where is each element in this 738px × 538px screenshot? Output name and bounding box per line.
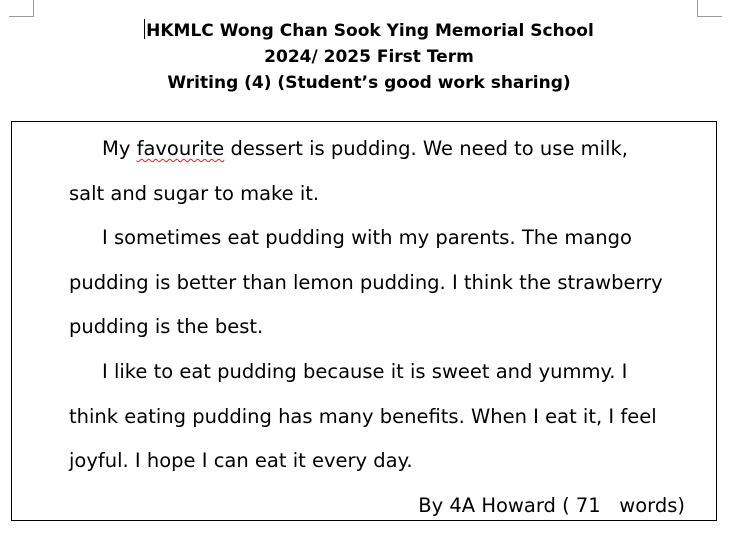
page-corner-mark-left [9, 0, 34, 17]
assignment-title[interactable]: Writing (4) (Student’s good work sharing) [167, 73, 571, 93]
essay-text: My [102, 137, 137, 160]
spellcheck-flagged-word[interactable]: favourite [136, 137, 225, 160]
page-corner-mark-right [697, 0, 722, 17]
essay-line[interactable]: I like to eat pudding because it is sweet and yummy. I [102, 359, 628, 383]
essay-line[interactable]: pudding is the best. [69, 315, 264, 339]
essay-line[interactable]: salt and sugar to make it. [69, 181, 320, 205]
essay-text: dessert is pudding. We need to use milk, [224, 137, 628, 160]
essay-paragraph-2 [69, 216, 699, 350]
document-header [0, 18, 738, 96]
essay-line[interactable]: think eating pudding has many benefits. When I eat it, I feel [69, 404, 657, 428]
essay-paragraph-3 [69, 350, 699, 484]
essay-line[interactable] [69, 127, 699, 172]
essay-line[interactable]: pudding is better than lemon pudding. I think the strawberry [69, 270, 663, 294]
essay-paragraph-1 [69, 127, 699, 216]
text-cursor [144, 19, 145, 39]
essay-text-box[interactable] [11, 121, 717, 521]
author-signature[interactable]: By 4A Howard ( 71 words) [418, 493, 685, 517]
essay-line[interactable]: joyful. I hope I can eat it every day. [69, 449, 413, 473]
term-line[interactable]: 2024/ 2025 First Term [264, 47, 474, 67]
school-name-line[interactable] [0, 18, 738, 44]
school-name: HKMLC Wong Chan Sook Ying Memorial School [146, 21, 594, 41]
essay-body [69, 127, 699, 528]
essay-line[interactable]: I sometimes eat pudding with my parents. The mango [102, 226, 632, 250]
